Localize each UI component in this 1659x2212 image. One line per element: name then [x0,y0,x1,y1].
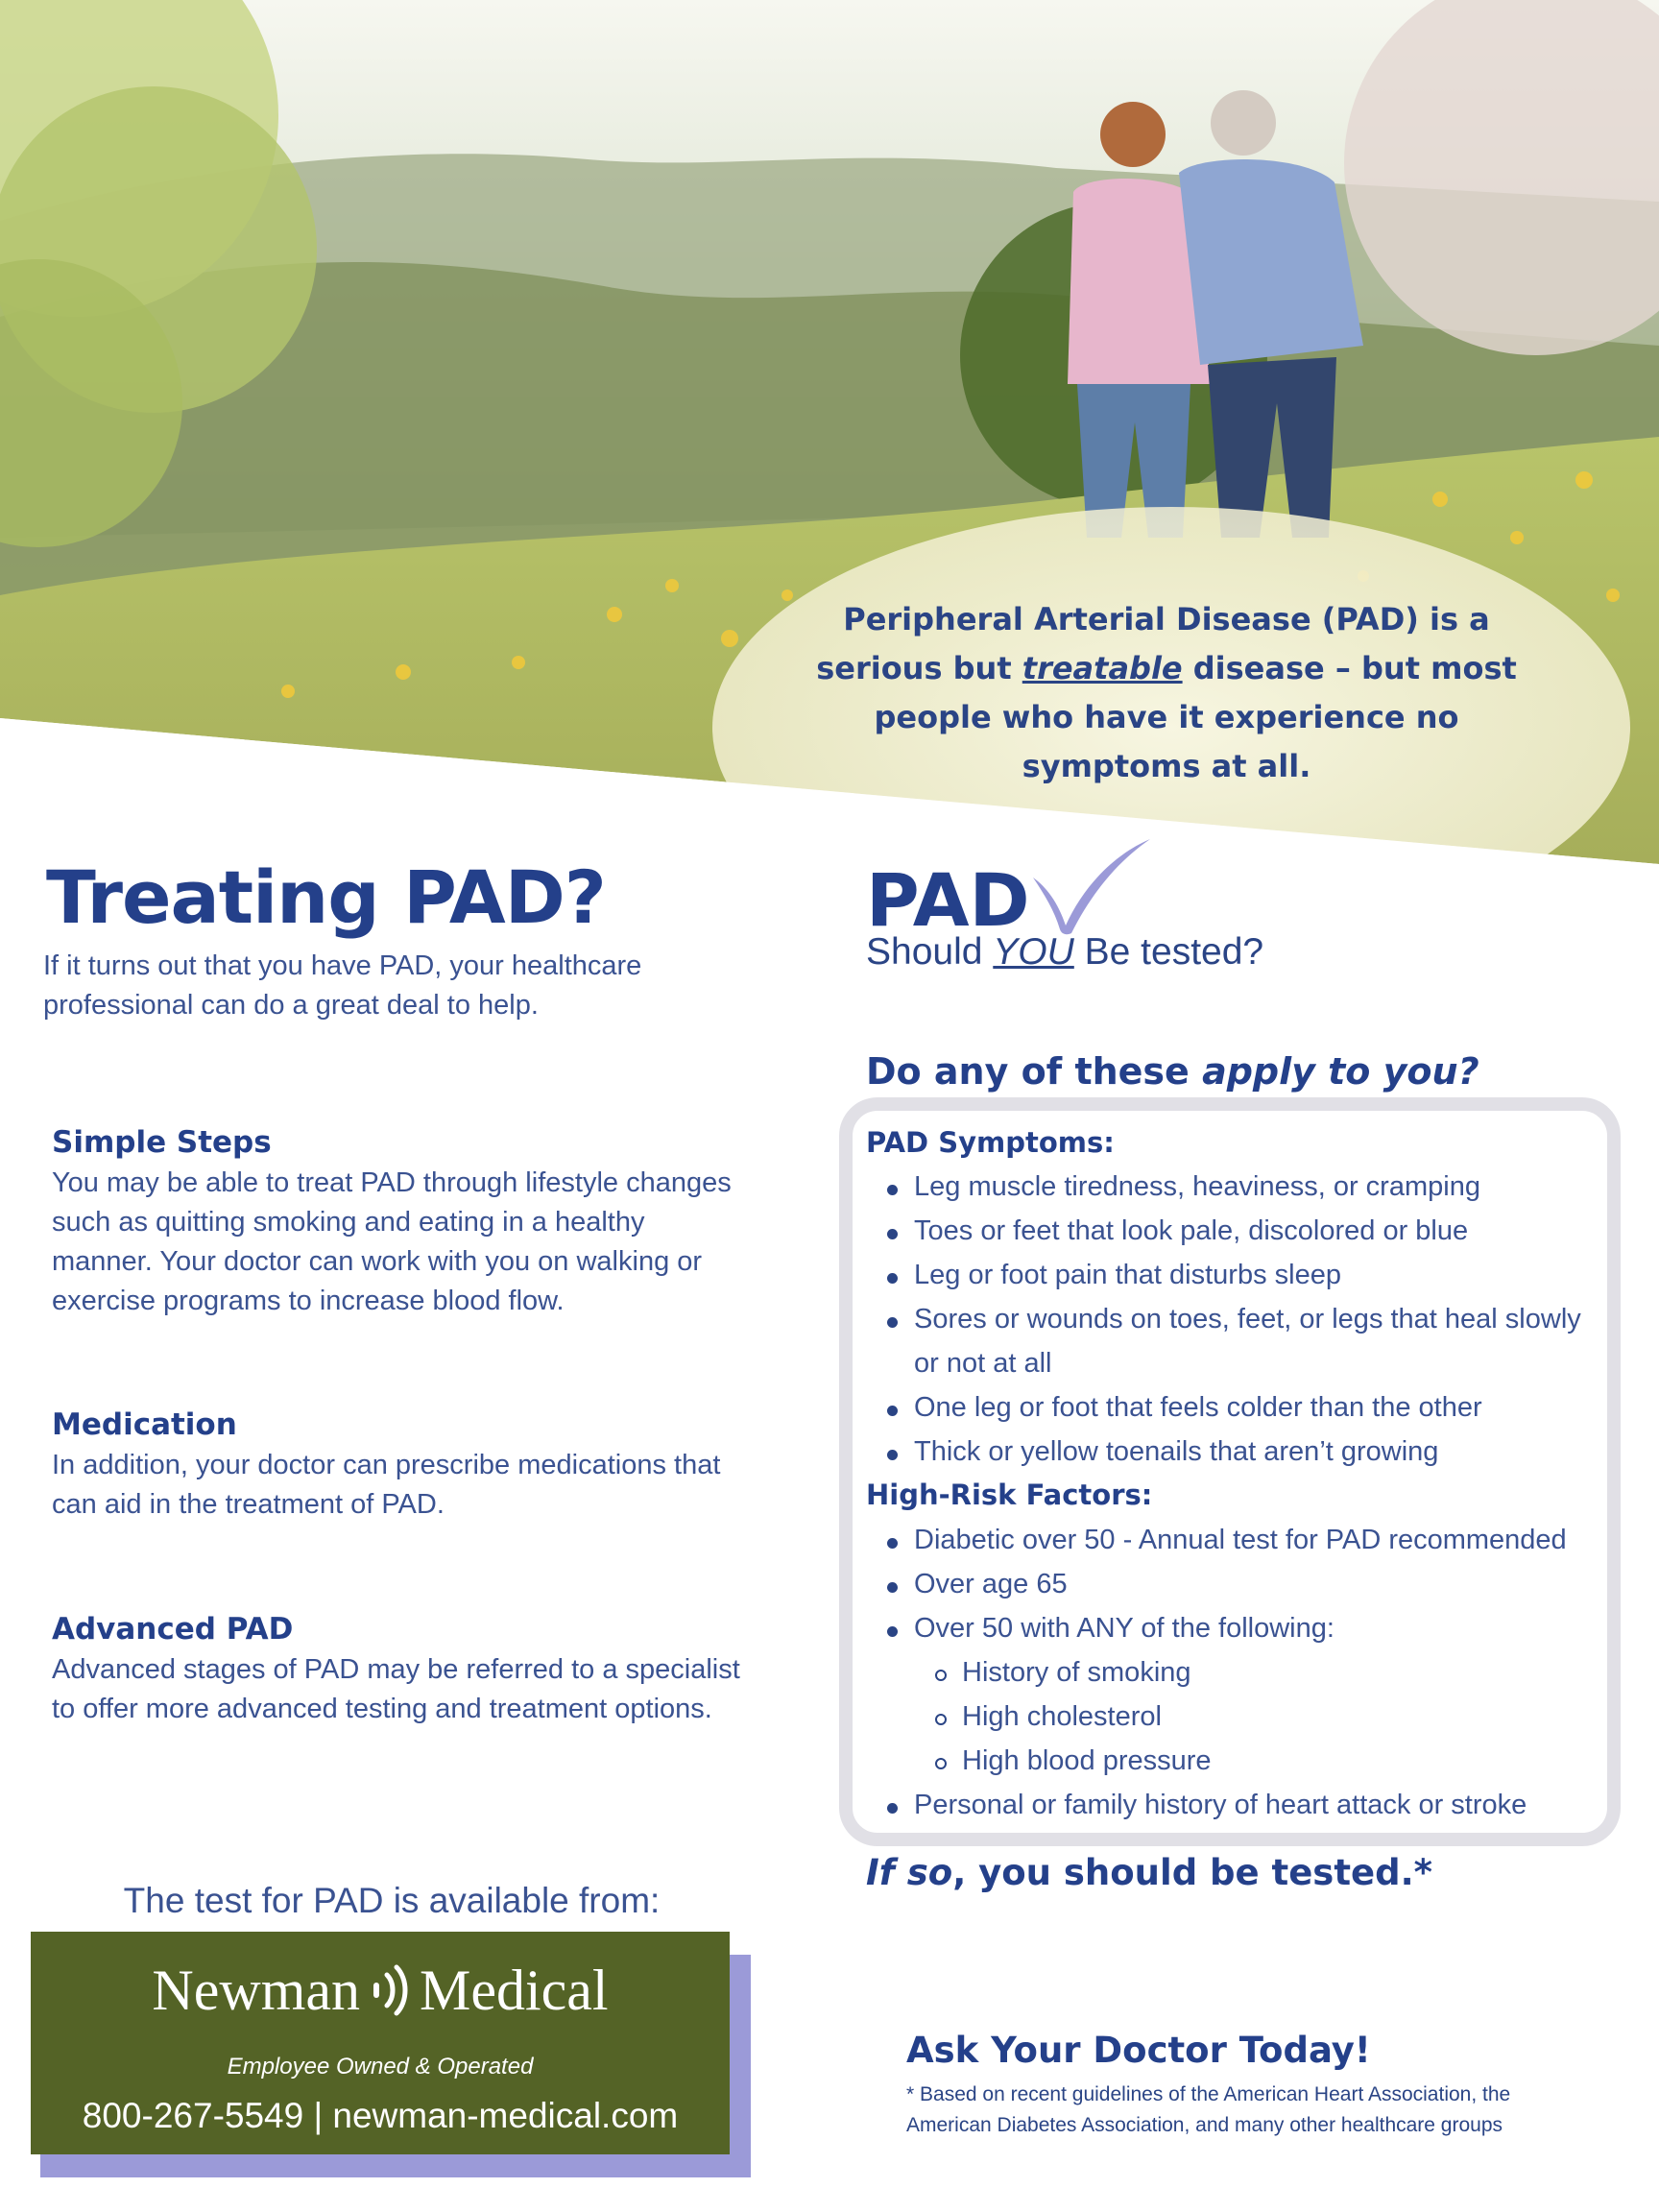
section-heading-advanced-pad: Advanced PAD [52,1612,294,1647]
bullet-icon [887,1185,898,1195]
bullet-icon [887,1582,898,1593]
bullet-icon [887,1803,898,1814]
risk-factors-heading: High-Risk Factors: [866,1479,1153,1511]
logo-contact[interactable]: 800-267-5549 | newman-medical.com [82,2096,679,2135]
sub-bullet-icon [935,1758,947,1769]
symptom-item: Leg or foot pain that disturbs sleep [914,1260,1341,1290]
section-body-advanced-pad: Advanced stages of PAD may be referred to a specialist to offer more advanced testing and treatment options. [52,1654,740,1724]
if-so-tested: If so, you should be tested.* [866,1852,1432,1893]
bullet-icon [887,1317,898,1328]
page-title: Treating PAD? [46,854,606,940]
bullet-icon [887,1450,898,1460]
risk-item: Over age 65 [914,1569,1068,1599]
sub-bullet-icon [935,1670,947,1681]
section-body-medication: In addition, your doctor can prescribe medications that can aid in the treatment of PAD. [52,1450,721,1520]
risk-item: Personal or family history of heart attack or stroke [914,1790,1527,1820]
section-body-simple-steps: You may be able to treat PAD through lifestyle changes such as quitting smoking and eating in a healthy manner. Your doctor can work with you on walking or exercise programs to increase blood flow. [52,1167,732,1316]
footnote: * Based on recent guidelines of the American Heart Association, the American Diabetes Association, and many other healthcare groups [906,2083,1511,2136]
bullet-icon [887,1273,898,1284]
should-you-be-tested: Should YOU Be tested? [866,931,1264,973]
risk-item: Diabetic over 50 - Annual test for PAD recommended [914,1525,1567,1555]
sound-waves-icon [366,1963,414,2017]
pad-heading: PAD [866,857,1030,943]
apply-question: Do any of these apply to you? [866,1050,1479,1093]
ask-your-doctor: Ask Your Doctor Today! [906,2030,1371,2071]
intro-text: If it turns out that you have PAD, your healthcare professional can do a great deal to help. [43,950,642,1021]
section-heading-medication: Medication [52,1407,237,1442]
hero-image [0,0,1659,864]
checkmark-icon [1029,833,1154,939]
symptoms-heading: PAD Symptoms: [866,1126,1115,1159]
bullet-icon [887,1626,898,1637]
symptom-item: Toes or feet that look pale, discolored or blue [914,1215,1469,1246]
bullet-icon [887,1229,898,1239]
symptom-item: Sores or wounds on toes, feet, or legs that heal slowly [914,1304,1581,1334]
hero-callout: Peripheral Arterial Disease (PAD) is a serious but treatable disease – but most people who have it experience no symptoms at all. [816,601,1517,784]
bullet-icon [887,1406,898,1416]
logo-name: Newman Medical [152,1959,609,2022]
availability-text: The test for PAD is available from: [123,1881,661,1920]
sub-risk-item: History of smoking [962,1657,1191,1688]
symptom-item: One leg or foot that feels colder than the other [914,1392,1482,1423]
symptom-item: Thick or yellow toenails that aren’t growing [914,1436,1439,1467]
logo-tagline: Employee Owned & Operated [227,2054,534,2080]
newman-medical-logo[interactable] [31,1932,730,2154]
risk-item: Over 50 with ANY of the following: [914,1613,1334,1644]
section-heading-simple-steps: Simple Steps [52,1125,272,1160]
symptom-item: Leg muscle tiredness, heaviness, or cramping [914,1171,1480,1202]
sub-risk-item: High cholesterol [962,1701,1162,1732]
symptom-item-continued: or not at all [914,1348,1052,1379]
bullet-icon [887,1538,898,1549]
treatable-emphasis: treatable [1022,650,1183,686]
sub-risk-item: High blood pressure [962,1745,1212,1776]
sub-bullet-icon [935,1714,947,1725]
